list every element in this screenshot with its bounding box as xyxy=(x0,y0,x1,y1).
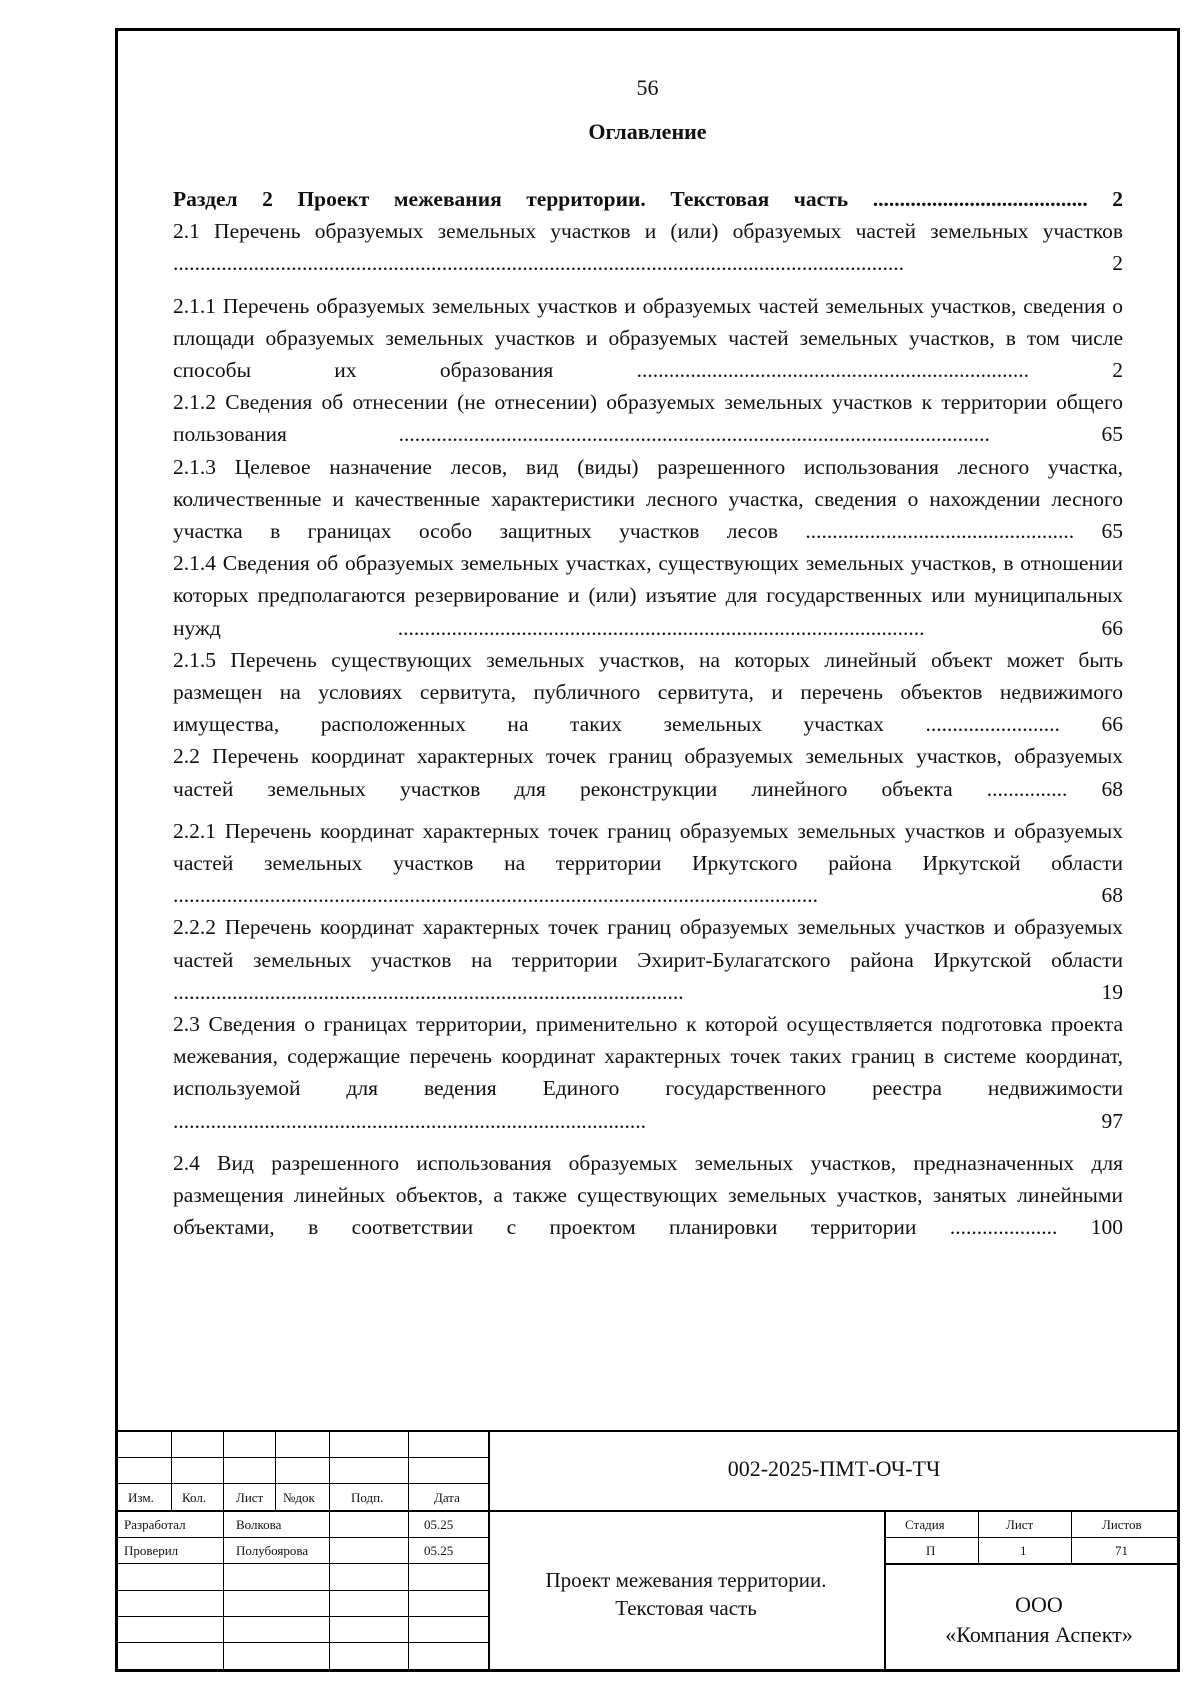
stage-value: П xyxy=(926,1543,936,1558)
toc-entry: 2.1 Перечень образуемых земельных участков и (или) образуемых частей земельных участков ........................................................................................................................................ 2 xyxy=(173,219,1123,276)
header-ndok: №док xyxy=(283,1490,315,1505)
toc-title: Оглавление xyxy=(588,119,707,144)
sheets-value: 71 xyxy=(1115,1543,1128,1558)
sheet-value: 1 xyxy=(1020,1543,1027,1558)
toc-entry: 2.3 Сведения о границах территории, применительно к которой осуществляется подготовка проекта межевания, содержащие перечень координат характерных точек таких границ в системе координат, используемой для ведения Единого государственного реестра недвижимости ........................................................................................ 97 xyxy=(173,1012,1123,1133)
toc-entry: 2.2.2 Перечень координат характерных точек границ образуемых земельных участков и образуемых частей земельных участков на территории Эхирит-Булагатского района Иркутской области ............................................................................................... 19 xyxy=(173,915,1123,1004)
document-code: 002-2025-ПМТ-ОЧ-ТЧ xyxy=(727,1456,941,1481)
toc-entry: Раздел 2 Проект межевания территории. Текстовая часть ........................................ 2 xyxy=(173,187,1123,211)
stage-label: Стадия xyxy=(905,1517,945,1532)
role-checker: Проверил xyxy=(124,1543,179,1558)
role-developer: Разработал xyxy=(124,1517,186,1532)
name-developer: Волкова xyxy=(236,1517,282,1532)
document-sheet xyxy=(115,28,1180,1672)
header-izm: Изм. xyxy=(128,1490,154,1505)
table-of-contents xyxy=(173,183,1123,1244)
toc-entry: 2.1.3 Целевое назначение лесов, вид (виды) разрешенного использования лесного участка, количественные и качественные характеристики лесного участка, сведения о нахождении лесного участка в границах особо защитных участков лесов .................................................. 65 xyxy=(173,454,1124,544)
page-number: 56 xyxy=(636,75,659,100)
header-podp: Подп. xyxy=(351,1490,384,1505)
organization: ООО «Компания Аспект» xyxy=(945,1592,1133,1647)
date-developer: 05.25 xyxy=(424,1517,454,1532)
title-block xyxy=(118,1430,1177,1669)
toc-entry: 2.1.1 Перечень образуемых земельных участков и образуемых частей земельных участков, сведения о площади образуемых земельных участков и образуемых частей земельных участков, в том числе способы их образования ......................................................................... 2 xyxy=(173,293,1123,383)
document-name: Проект межевания территории. Текстовая часть xyxy=(545,1568,827,1620)
toc-entry: 2.2 Перечень координат характерных точек границ образуемых земельных участков, образуемых частей земельных участков для реконструкции линейного объекта ............... 68 xyxy=(173,744,1123,801)
toc-entry: 2.1.4 Сведения об образуемых земельных участках, существующих земельных участков, в отношении которых предполагаются резервирование и (или) изъятие для государственных или муниципальных нужд .................................................................................................. 66 xyxy=(173,551,1123,640)
toc-entry: 2.1.2 Сведения об отнесении (не отнесении) образуемых земельных участков к территории общего пользования .............................................................................................................. 65 xyxy=(173,390,1123,447)
header-list: Лист xyxy=(236,1490,264,1505)
sheets-label: Листов xyxy=(1102,1517,1142,1532)
sheet-label: Лист xyxy=(1006,1517,1034,1532)
header-kol: Кол. xyxy=(182,1490,207,1505)
header-data: Дата xyxy=(434,1490,460,1505)
date-checker: 05.25 xyxy=(424,1543,454,1558)
toc-entry: 2.1.5 Перечень существующих земельных участков, на которых линейный объект может быть размещен на условиях сервитута, публичного сервитута, и перечень объектов недвижимого имущества, расположенных на таких земельных участках ......................... 66 xyxy=(173,647,1124,737)
toc-entry: 2.4 Вид разрешенного использования образуемых земельных участков, предназначенных для размещения линейных объектов, а также существующих земельных участков, занятых линейными объектами, в соответствии с проектом планировки территории .................... 100 xyxy=(173,1150,1123,1240)
toc-entry: 2.2.1 Перечень координат характерных точек границ образуемых земельных участков и образуемых частей земельных участков на территории Иркутского района Иркутской области ........................................................................................................................ 68 xyxy=(173,818,1123,908)
name-checker: Полубоярова xyxy=(236,1543,309,1558)
